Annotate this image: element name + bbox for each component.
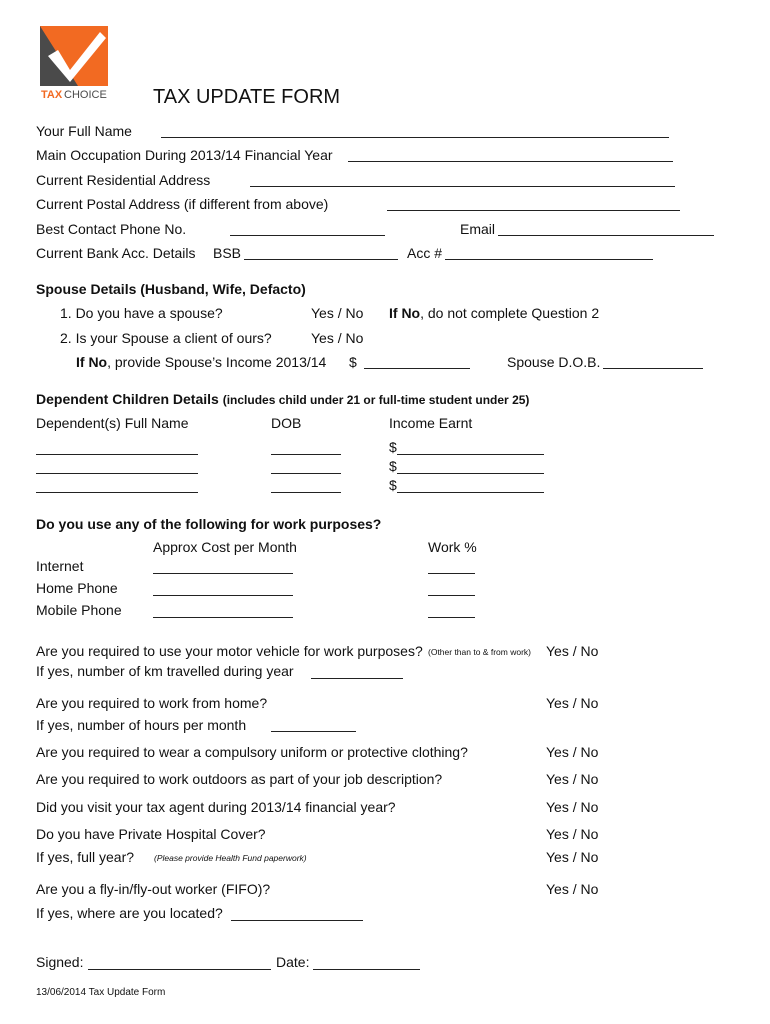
vehicle-km-label: If yes, number of km travelled during year xyxy=(36,663,294,679)
bsb-label: BSB xyxy=(213,245,242,261)
dependent-1-name-field[interactable] xyxy=(36,454,198,455)
postal-address-field[interactable] xyxy=(387,210,680,211)
dependent-1-dob-field[interactable] xyxy=(271,454,341,455)
fifo-location-label: If yes, where are you located? xyxy=(36,905,223,921)
dependents-heading-line xyxy=(36,392,529,406)
spouse-q2: 2. Is your Spouse a client of ours? xyxy=(60,330,272,346)
spouse-income-rest: , provide Spouse’s Income 2013/14 xyxy=(107,354,327,370)
work-item-home-phone: Home Phone xyxy=(36,580,118,596)
acc-label: Acc # xyxy=(407,245,443,261)
work-use-heading: Do you use any of the following for work purposes? xyxy=(36,516,382,532)
home-hours-field[interactable] xyxy=(271,731,356,732)
dependent-3-income-field[interactable] xyxy=(397,492,544,493)
fifo-location-field[interactable] xyxy=(231,920,363,921)
postal-address-label: Current Postal Address (if different from above) xyxy=(36,196,329,212)
uniform-yes-no[interactable]: Yes / No xyxy=(546,744,599,760)
dependents-col-name: Dependent(s) Full Name xyxy=(36,415,189,431)
form-title: TAX UPDATE FORM xyxy=(153,86,341,108)
outdoors-yes-no[interactable]: Yes / No xyxy=(546,771,599,787)
fifo-yes-no[interactable]: Yes / No xyxy=(546,881,599,897)
internet-work-field[interactable] xyxy=(428,573,475,574)
bsb-field[interactable] xyxy=(244,259,398,260)
uniform-question: Are you required to wear a compulsory uniform or protective clothing? xyxy=(36,744,468,760)
full-year-note: (Please provide Health Fund paperwork) xyxy=(154,853,307,863)
agent-question: Did you visit your tax agent during 2013/14 financial year? xyxy=(36,799,396,815)
work-use-col-work: Work % xyxy=(428,539,477,555)
dependent-2-name-field[interactable] xyxy=(36,473,198,474)
spouse-q2-yes-no[interactable]: Yes / No xyxy=(311,330,364,346)
home-yes-no[interactable]: Yes / No xyxy=(546,695,599,711)
date-label: Date: xyxy=(276,954,310,970)
outdoors-question: Are you required to work outdoors as part of your job description? xyxy=(36,771,443,787)
full-name-field[interactable] xyxy=(161,137,669,138)
bank-label: Current Bank Acc. Details xyxy=(36,245,196,261)
residential-address-label: Current Residential Address xyxy=(36,172,211,188)
vehicle-question: Are you required to use your motor vehicle for work purposes? xyxy=(36,643,423,659)
occupation-label: Main Occupation During 2013/14 Financial Year xyxy=(36,147,333,163)
hospital-yes-no[interactable]: Yes / No xyxy=(546,826,599,842)
home-hours-label: If yes, number of hours per month xyxy=(36,717,247,733)
hospital-question: Do you have Private Hospital Cover? xyxy=(36,826,266,842)
spouse-heading: Spouse Details (Husband, Wife, Defacto) xyxy=(36,281,306,297)
residential-address-field[interactable] xyxy=(250,186,675,187)
signed-label: Signed: xyxy=(36,954,84,970)
phone-label: Best Contact Phone No. xyxy=(36,221,187,237)
logo-text-tax: TAX xyxy=(41,89,63,101)
dependents-heading-note: (includes child under 21 or full-time student under 25) xyxy=(222,393,530,407)
agent-yes-no[interactable]: Yes / No xyxy=(546,799,599,815)
home-phone-work-field[interactable] xyxy=(428,595,475,596)
full-year-question: If yes, full year? xyxy=(36,849,135,865)
dependents-col-dob: DOB xyxy=(271,415,302,431)
dependent-2-dob-field[interactable] xyxy=(271,473,341,474)
spouse-q1-note-rest: , do not complete Question 2 xyxy=(420,305,600,321)
checkmark-logo-icon xyxy=(40,26,110,104)
date-field[interactable] xyxy=(313,969,420,970)
spouse-q1-note-bold: If No xyxy=(389,305,421,321)
acc-field[interactable] xyxy=(445,259,653,260)
dependent-2-dollar: $ xyxy=(389,458,397,474)
dependent-1-dollar: $ xyxy=(389,439,397,455)
signature-field[interactable] xyxy=(88,969,271,970)
taxchoice-logo xyxy=(40,26,110,104)
footer: 13/06/2014 Tax Update Form xyxy=(36,987,166,998)
spouse-dob-field[interactable] xyxy=(603,368,703,369)
full-name-label: Your Full Name xyxy=(36,123,132,139)
spouse-q1: 1. Do you have a spouse? xyxy=(60,305,223,321)
logo-text-choice: CHOICE xyxy=(64,89,107,101)
occupation-field[interactable] xyxy=(348,161,673,162)
spouse-income-field[interactable] xyxy=(364,368,470,369)
spouse-income-bold: If No xyxy=(76,354,108,370)
mobile-phone-work-field[interactable] xyxy=(428,617,475,618)
fifo-question: Are you a fly-in/fly-out worker (FIFO)? xyxy=(36,881,271,897)
dependent-1-income-field[interactable] xyxy=(397,454,544,455)
full-year-yes-no[interactable]: Yes / No xyxy=(546,849,599,865)
mobile-phone-cost-field[interactable] xyxy=(153,617,293,618)
vehicle-note: (Other than to & from work) xyxy=(428,647,531,657)
email-field[interactable] xyxy=(498,235,714,236)
dependent-3-dob-field[interactable] xyxy=(271,492,341,493)
spouse-q1-note xyxy=(389,306,599,320)
vehicle-yes-no[interactable]: Yes / No xyxy=(546,643,599,659)
dependent-3-name-field[interactable] xyxy=(36,492,198,493)
phone-field[interactable] xyxy=(230,235,385,236)
spouse-income-dollar: $ xyxy=(349,354,357,370)
dependents-heading: Dependent Children Details xyxy=(36,391,219,407)
home-phone-cost-field[interactable] xyxy=(153,595,293,596)
email-label: Email xyxy=(460,221,496,237)
work-item-internet: Internet xyxy=(36,558,84,574)
home-question: Are you required to work from home? xyxy=(36,695,268,711)
dependent-2-income-field[interactable] xyxy=(397,473,544,474)
dependents-col-income: Income Earnt xyxy=(389,415,473,431)
internet-cost-field[interactable] xyxy=(153,573,293,574)
vehicle-km-field[interactable] xyxy=(311,678,403,679)
spouse-q1-yes-no[interactable]: Yes / No xyxy=(311,305,364,321)
spouse-income-label xyxy=(76,355,326,369)
work-item-mobile-phone: Mobile Phone xyxy=(36,602,122,618)
dependent-3-dollar: $ xyxy=(389,477,397,493)
work-use-col-cost: Approx Cost per Month xyxy=(153,539,297,555)
spouse-dob-label: Spouse D.O.B. xyxy=(507,354,601,370)
